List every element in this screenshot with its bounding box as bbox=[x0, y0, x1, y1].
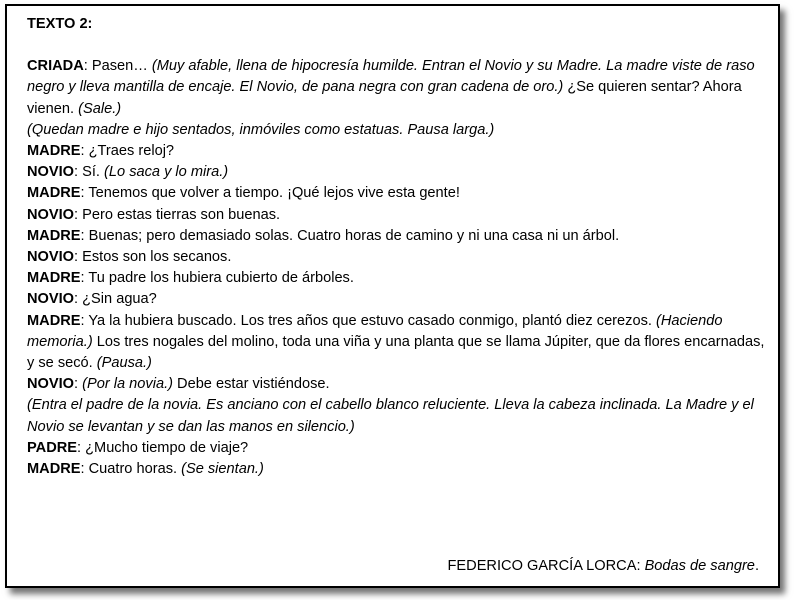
stage-direction: (Entra el padre de la novia. Es anciano con el cabello blanco reluciente. Lleva la cabeza inclinada. La Madre y el Novio se levantan y se dan las manos en silencio.) bbox=[27, 397, 754, 435]
dialogue-line: NOVIO: ¿Sin agua? bbox=[27, 291, 157, 308]
speaker: MADRE bbox=[27, 227, 81, 244]
speaker: NOVIO bbox=[27, 291, 75, 308]
stage-direction: (Lo saca y lo mira.) bbox=[104, 164, 229, 181]
dialogue-line: NOVIO: (Por la novia.) Debe estar vistiéndose. bbox=[27, 376, 330, 393]
stage-direction: (Pausa.) bbox=[96, 355, 152, 372]
stage-direction: (Haciendo memoria.) bbox=[27, 312, 723, 350]
dialogue-line: NOVIO: Sí. (Lo saca y lo mira.) bbox=[27, 164, 229, 181]
dialogue-line: MADRE: Ya la hubiera buscado. Los tres años que estuvo casado conmigo, plantó diez cerezos. (Haciendo memoria.) Los tres nogales del molino, toda una viña y una planta que se llama Júpiter, que da flores encarnadas, y se secó. (Pausa.) bbox=[27, 312, 765, 372]
speaker: MADRE bbox=[27, 143, 81, 160]
speaker: MADRE bbox=[27, 270, 81, 287]
speaker: NOVIO bbox=[27, 164, 75, 181]
stage-direction: (Sale.) bbox=[78, 100, 122, 117]
dialogue-line: MADRE: Tu padre los hubiera cubierto de árboles. bbox=[27, 270, 354, 287]
text-body bbox=[27, 14, 772, 480]
speaker: MADRE bbox=[27, 312, 81, 329]
dialogue-line: PADRE: ¿Mucho tiempo de viaje? bbox=[27, 439, 249, 456]
speaker: PADRE bbox=[27, 439, 78, 456]
dialogue-line: NOVIO: Estos son los secanos. bbox=[27, 249, 232, 266]
stage-direction-line bbox=[27, 120, 772, 141]
speaker: NOVIO bbox=[27, 249, 75, 266]
dialogue-line: CRIADA: Pasen… (Muy afable, llena de hipocresía humilde. Entran el Novio y su Madre. La madre viste de raso negro y lleva mantilla de encaje. El Novio, de pana negra con gran cadena de oro.) ¿Se quieren sentar? Ahora vienen. (Sale.) bbox=[27, 58, 755, 117]
document-frame bbox=[5, 4, 780, 588]
dialogue-line: MADRE: Tenemos que volver a tiempo. ¡Qué lejos vive esta gente! bbox=[27, 185, 460, 202]
stage-direction-line bbox=[27, 395, 772, 437]
speaker: MADRE bbox=[27, 185, 81, 202]
speaker: NOVIO bbox=[27, 206, 75, 223]
speaker: NOVIO bbox=[27, 376, 75, 393]
document-title: TEXTO 2: bbox=[27, 16, 93, 32]
dialogue-line: MADRE: ¿Traes reloj? bbox=[27, 143, 175, 160]
stage-direction: (Muy afable, llena de hipocresía humilde. Entran el Novio y su Madre. La madre viste de raso negro y lleva mantilla de encaje. El Novio, de pana negra con gran cadena de oro.) bbox=[27, 58, 755, 96]
dialogue-line: MADRE: Buenas; pero demasiado solas. Cuatro horas de camino y ni una casa ni un árbol. bbox=[27, 227, 620, 244]
citation: FEDERICO GARCÍA LORCA: Bodas de sangre. bbox=[447, 558, 759, 574]
stage-direction: (Quedan madre e hijo sentados, inmóviles como estatuas. Pausa larga.) bbox=[27, 121, 495, 138]
dialogue-line: MADRE: Cuatro horas. (Se sientan.) bbox=[27, 461, 264, 478]
speaker: MADRE bbox=[27, 461, 81, 478]
citation-work: Bodas de sangre bbox=[644, 558, 755, 574]
speaker: CRIADA bbox=[27, 58, 84, 75]
stage-direction: (Se sientan.) bbox=[181, 461, 264, 478]
stage-direction: (Por la novia.) bbox=[82, 376, 173, 393]
citation-author: FEDERICO GARCÍA LORCA: bbox=[447, 558, 645, 574]
dialogue-line: NOVIO: Pero estas tierras son buenas. bbox=[27, 206, 281, 223]
